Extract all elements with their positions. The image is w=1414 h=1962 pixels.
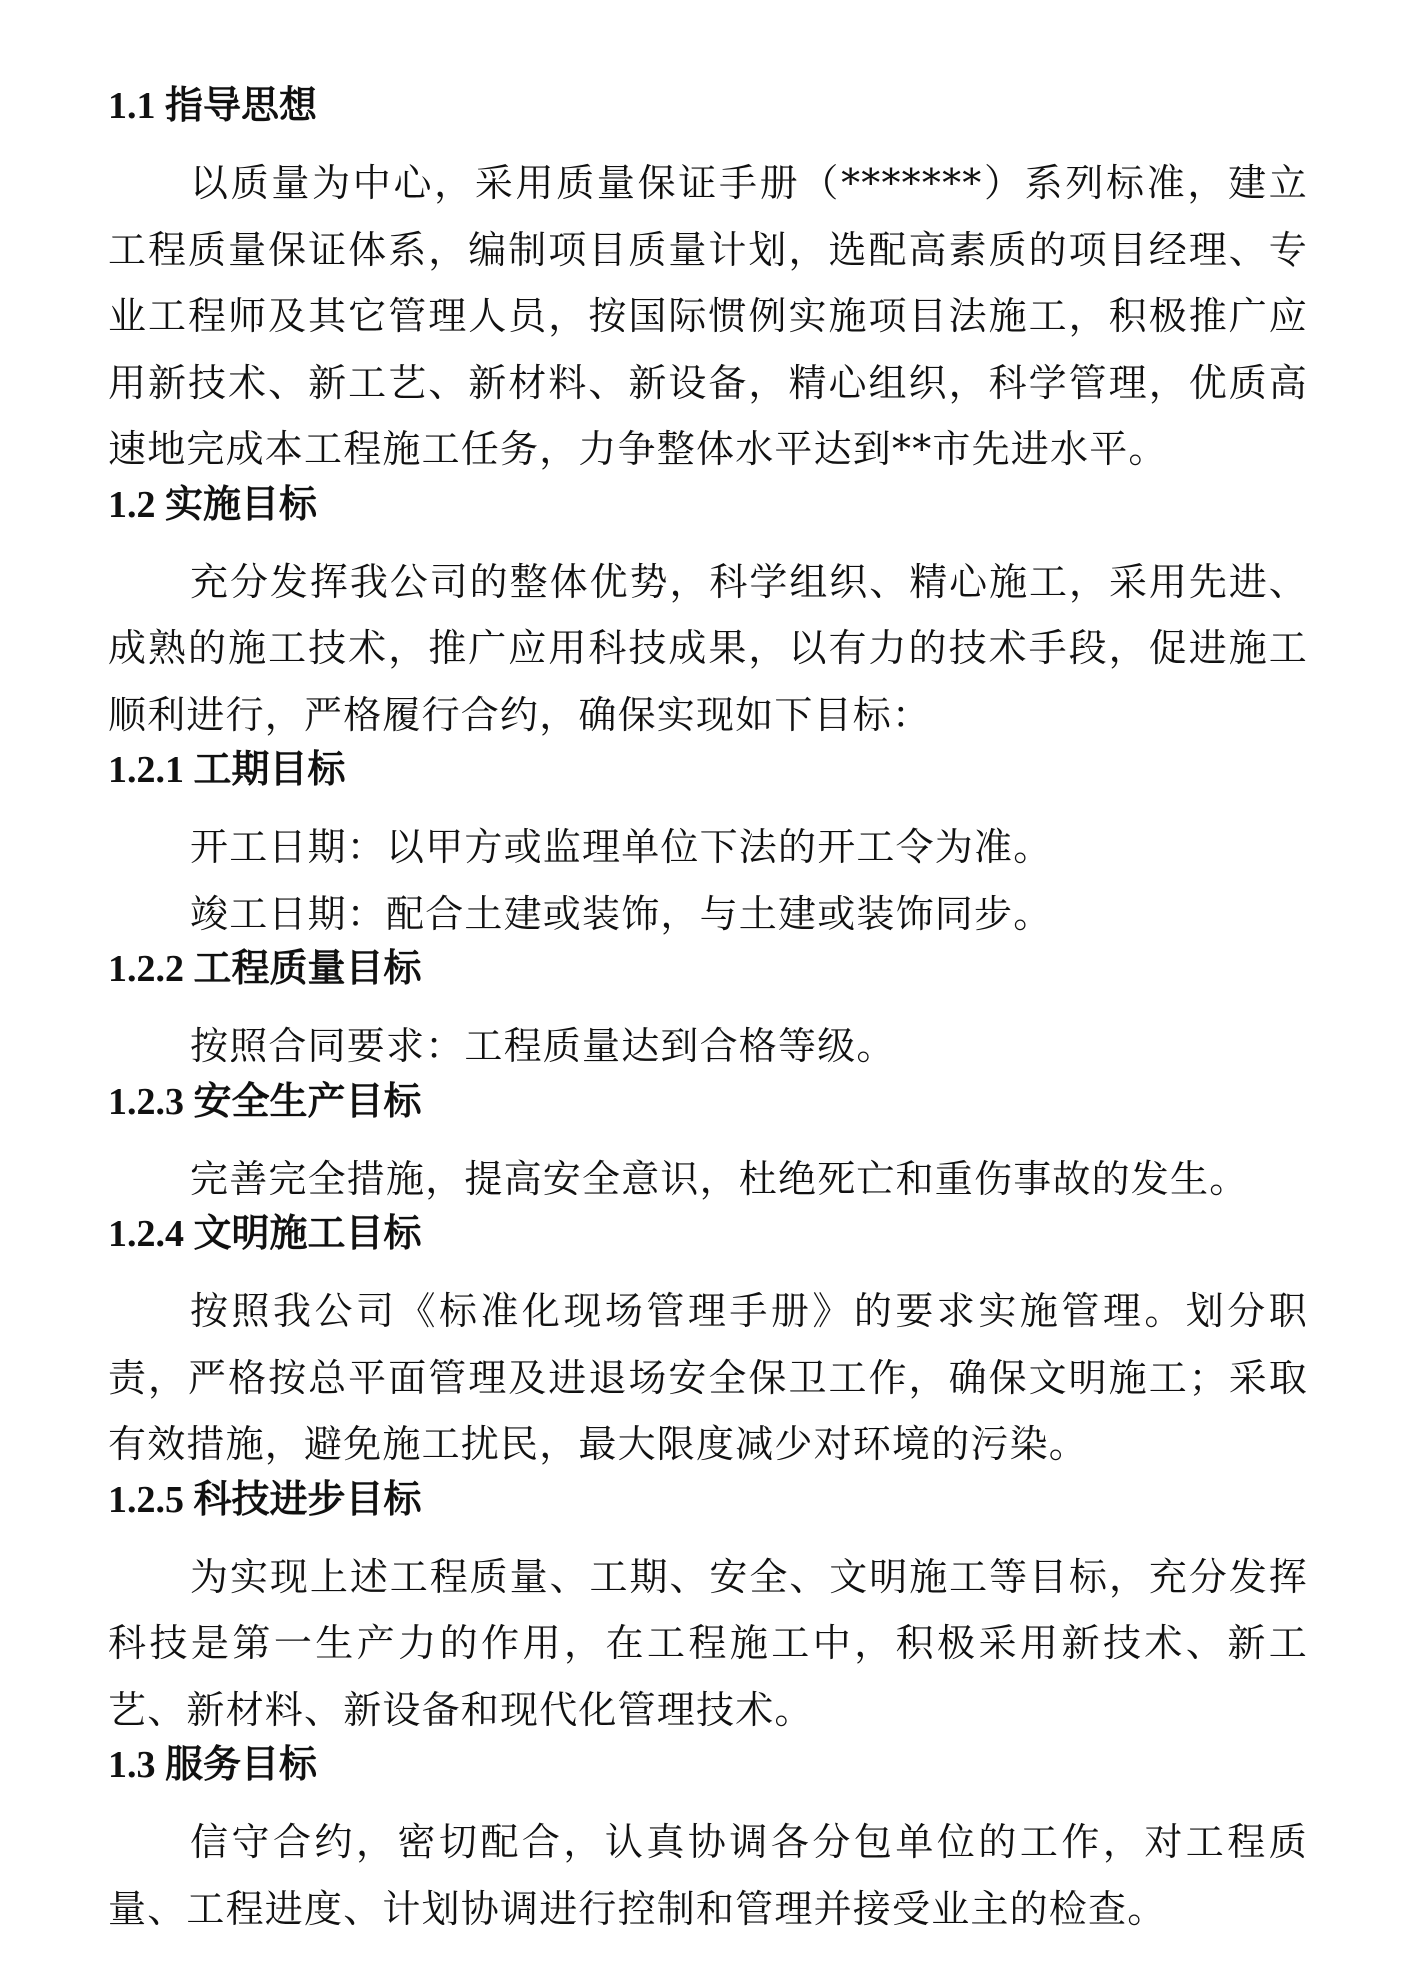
heading-1-1: 1.1 指导思想 [108, 85, 318, 127]
paragraph-implementation-goals: 充分发挥我公司的整体优势，科学组织、精心施工，采用先进、成熟的施工技术，推广应用科技成果，以有力的技术手段，促进施工顺利进行，严格履行合约，确保实现如下目标： [108, 559, 1308, 737]
heading-1-2-4: 1.2.4 文明施工目标 [108, 1213, 422, 1255]
heading-1-2-3: 1.2.3 安全生产目标 [108, 1080, 422, 1123]
paragraph-technology-goal: 为实现上述工程质量、工期、安全、文明施工等目标，充分发挥科技是第一生产力的作用，在工程施工中，积极采用新技术、新工艺、新材料、新设备和现代化管理技术。 [108, 1554, 1308, 1732]
heading-1-3: 1.3 服务目标 [108, 1744, 318, 1786]
heading-1-2: 1.2 实施目标 [108, 483, 318, 526]
paragraph-civilized-construction-goal: 按照我公司《标准化现场管理手册》的要求实施管理。划分职责，严格按总平面管理及进退场安全保卫工作，确保文明施工；采取有效措施，避免施工扰民，最大限度减少对环境的污染。 [108, 1289, 1308, 1466]
paragraph-guiding-ideology: 以质量为中心，采用质量保证手册（*******）系列标准，建立工程质量保证体系，编制项目质量计划，选配高素质的项目经理、专业工程师及其它管理人员，按国际惯例实施项目法施工，积极推广应用新技术、新工艺、新材料、新设备，精心组织，科学管理，优质高速地完成本工程施工任务，力争整体水平达到**市先进水平。 [108, 161, 1308, 471]
paragraph-completion-date: 竣工日期：配合土建或装饰，与土建或装饰同步。 [190, 891, 1053, 936]
paragraph-start-date: 开工日期：以甲方或监理单位下法的开工令为准。 [190, 825, 1053, 869]
paragraph-safety-goal: 完善完全措施，提高安全意识，杜绝死亡和重伤事故的发生。 [190, 1156, 1249, 1201]
heading-1-2-1: 1.2.1 工期目标 [108, 749, 346, 791]
heading-1-2-5: 1.2.5 科技进步目标 [108, 1478, 422, 1521]
paragraph-service-goal: 信守合约，密切配合，认真协调各分包单位的工作，对工程质量、工程进度、计划协调进行控制和管理并接受业主的检查。 [108, 1820, 1308, 1931]
document-page [108, 84, 1308, 1942]
paragraph-quality-goal: 按照合同要求：工程质量达到合格等级。 [190, 1024, 896, 1068]
heading-1-2-2: 1.2.2 工程质量目标 [108, 948, 422, 990]
